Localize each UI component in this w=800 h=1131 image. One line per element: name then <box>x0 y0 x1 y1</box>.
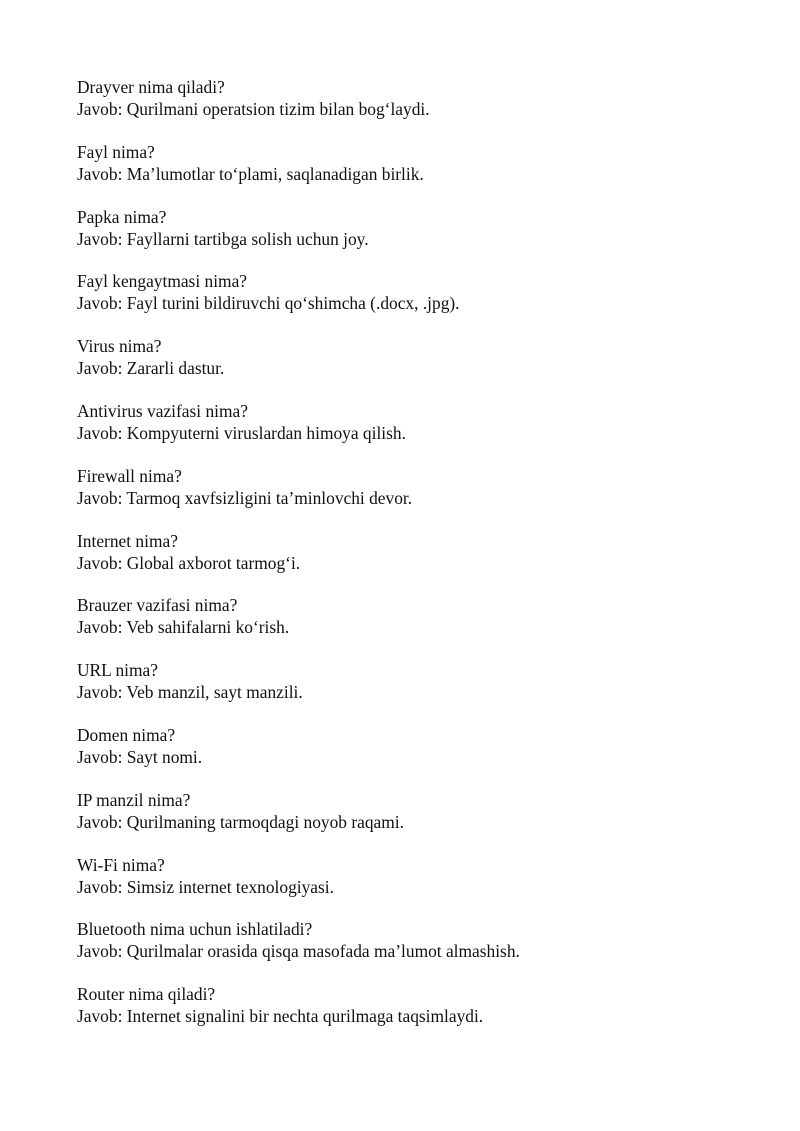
question-text: Bluetooth nima uchun ishlatiladi? <box>77 919 313 940</box>
qa-item <box>77 270 757 313</box>
answer-text: Javob: Veb sahifalarni ko‘rish. <box>77 617 290 638</box>
answer-text: Javob: Qurilmani operatsion tizim bilan bog‘laydi. <box>77 99 430 119</box>
qa-item <box>77 141 757 184</box>
question-text: Router nima qiladi? <box>77 984 216 1005</box>
qa-list <box>77 76 757 1048</box>
question-text: Drayver nima qiladi? <box>77 77 225 97</box>
question-text: Internet nima? <box>77 530 178 551</box>
answer-text: Javob: Tarmoq xavfsizligini ta’minlovchi devor. <box>77 487 413 508</box>
question-text: Firewall nima? <box>77 465 182 486</box>
qa-item <box>77 854 757 897</box>
answer-text: Javob: Sayt nomi. <box>77 746 203 767</box>
qa-item <box>77 530 757 573</box>
answer-text: Javob: Fayl turini bildiruvchi qo‘shimcha (.docx, .jpg). <box>77 293 460 314</box>
question-text: Wi-Fi nima? <box>77 854 165 875</box>
qa-item <box>77 594 757 637</box>
answer-text: Javob: Kompyuterni viruslardan himoya qilish. <box>77 422 406 443</box>
qa-item <box>77 206 757 249</box>
qa-item <box>77 659 757 702</box>
question-text: Brauzer vazifasi nima? <box>77 595 238 616</box>
answer-text: Javob: Zararli dastur. <box>77 358 225 379</box>
answer-text: Javob: Veb manzil, sayt manzili. <box>77 682 303 703</box>
question-text: Fayl nima? <box>77 141 155 162</box>
qa-item <box>77 724 757 767</box>
answer-text: Javob: Ma’lumotlar to‘plami, saqlanadigan birlik. <box>77 163 424 184</box>
qa-item <box>77 76 757 119</box>
question-text: Fayl kengaytmasi nima? <box>77 271 248 292</box>
question-text: Antivirus vazifasi nima? <box>77 400 248 421</box>
question-text: Virus nima? <box>77 336 162 357</box>
qa-item <box>77 335 757 378</box>
qa-item <box>77 983 757 1026</box>
answer-text: Javob: Qurilmalar orasida qisqa masofada ma’lumot almashish. <box>77 941 520 962</box>
question-text: Papka nima? <box>77 206 167 227</box>
qa-item <box>77 789 757 832</box>
answer-text: Javob: Qurilmaning tarmoqdagi noyob raqami. <box>77 811 404 832</box>
answer-text: Javob: Simsiz internet texnologiyasi. <box>77 876 334 897</box>
answer-text: Javob: Global axborot tarmog‘i. <box>77 552 301 573</box>
question-text: Domen nima? <box>77 724 176 745</box>
qa-item <box>77 400 757 443</box>
answer-text: Javob: Internet signalini bir nechta qurilmaga taqsimlaydi. <box>77 1006 484 1027</box>
answer-text: Javob: Fayllarni tartibga solish uchun joy. <box>77 228 369 249</box>
question-text: URL nima? <box>77 660 158 681</box>
qa-item <box>77 918 757 961</box>
qa-item <box>77 465 757 508</box>
question-text: IP manzil nima? <box>77 789 191 810</box>
